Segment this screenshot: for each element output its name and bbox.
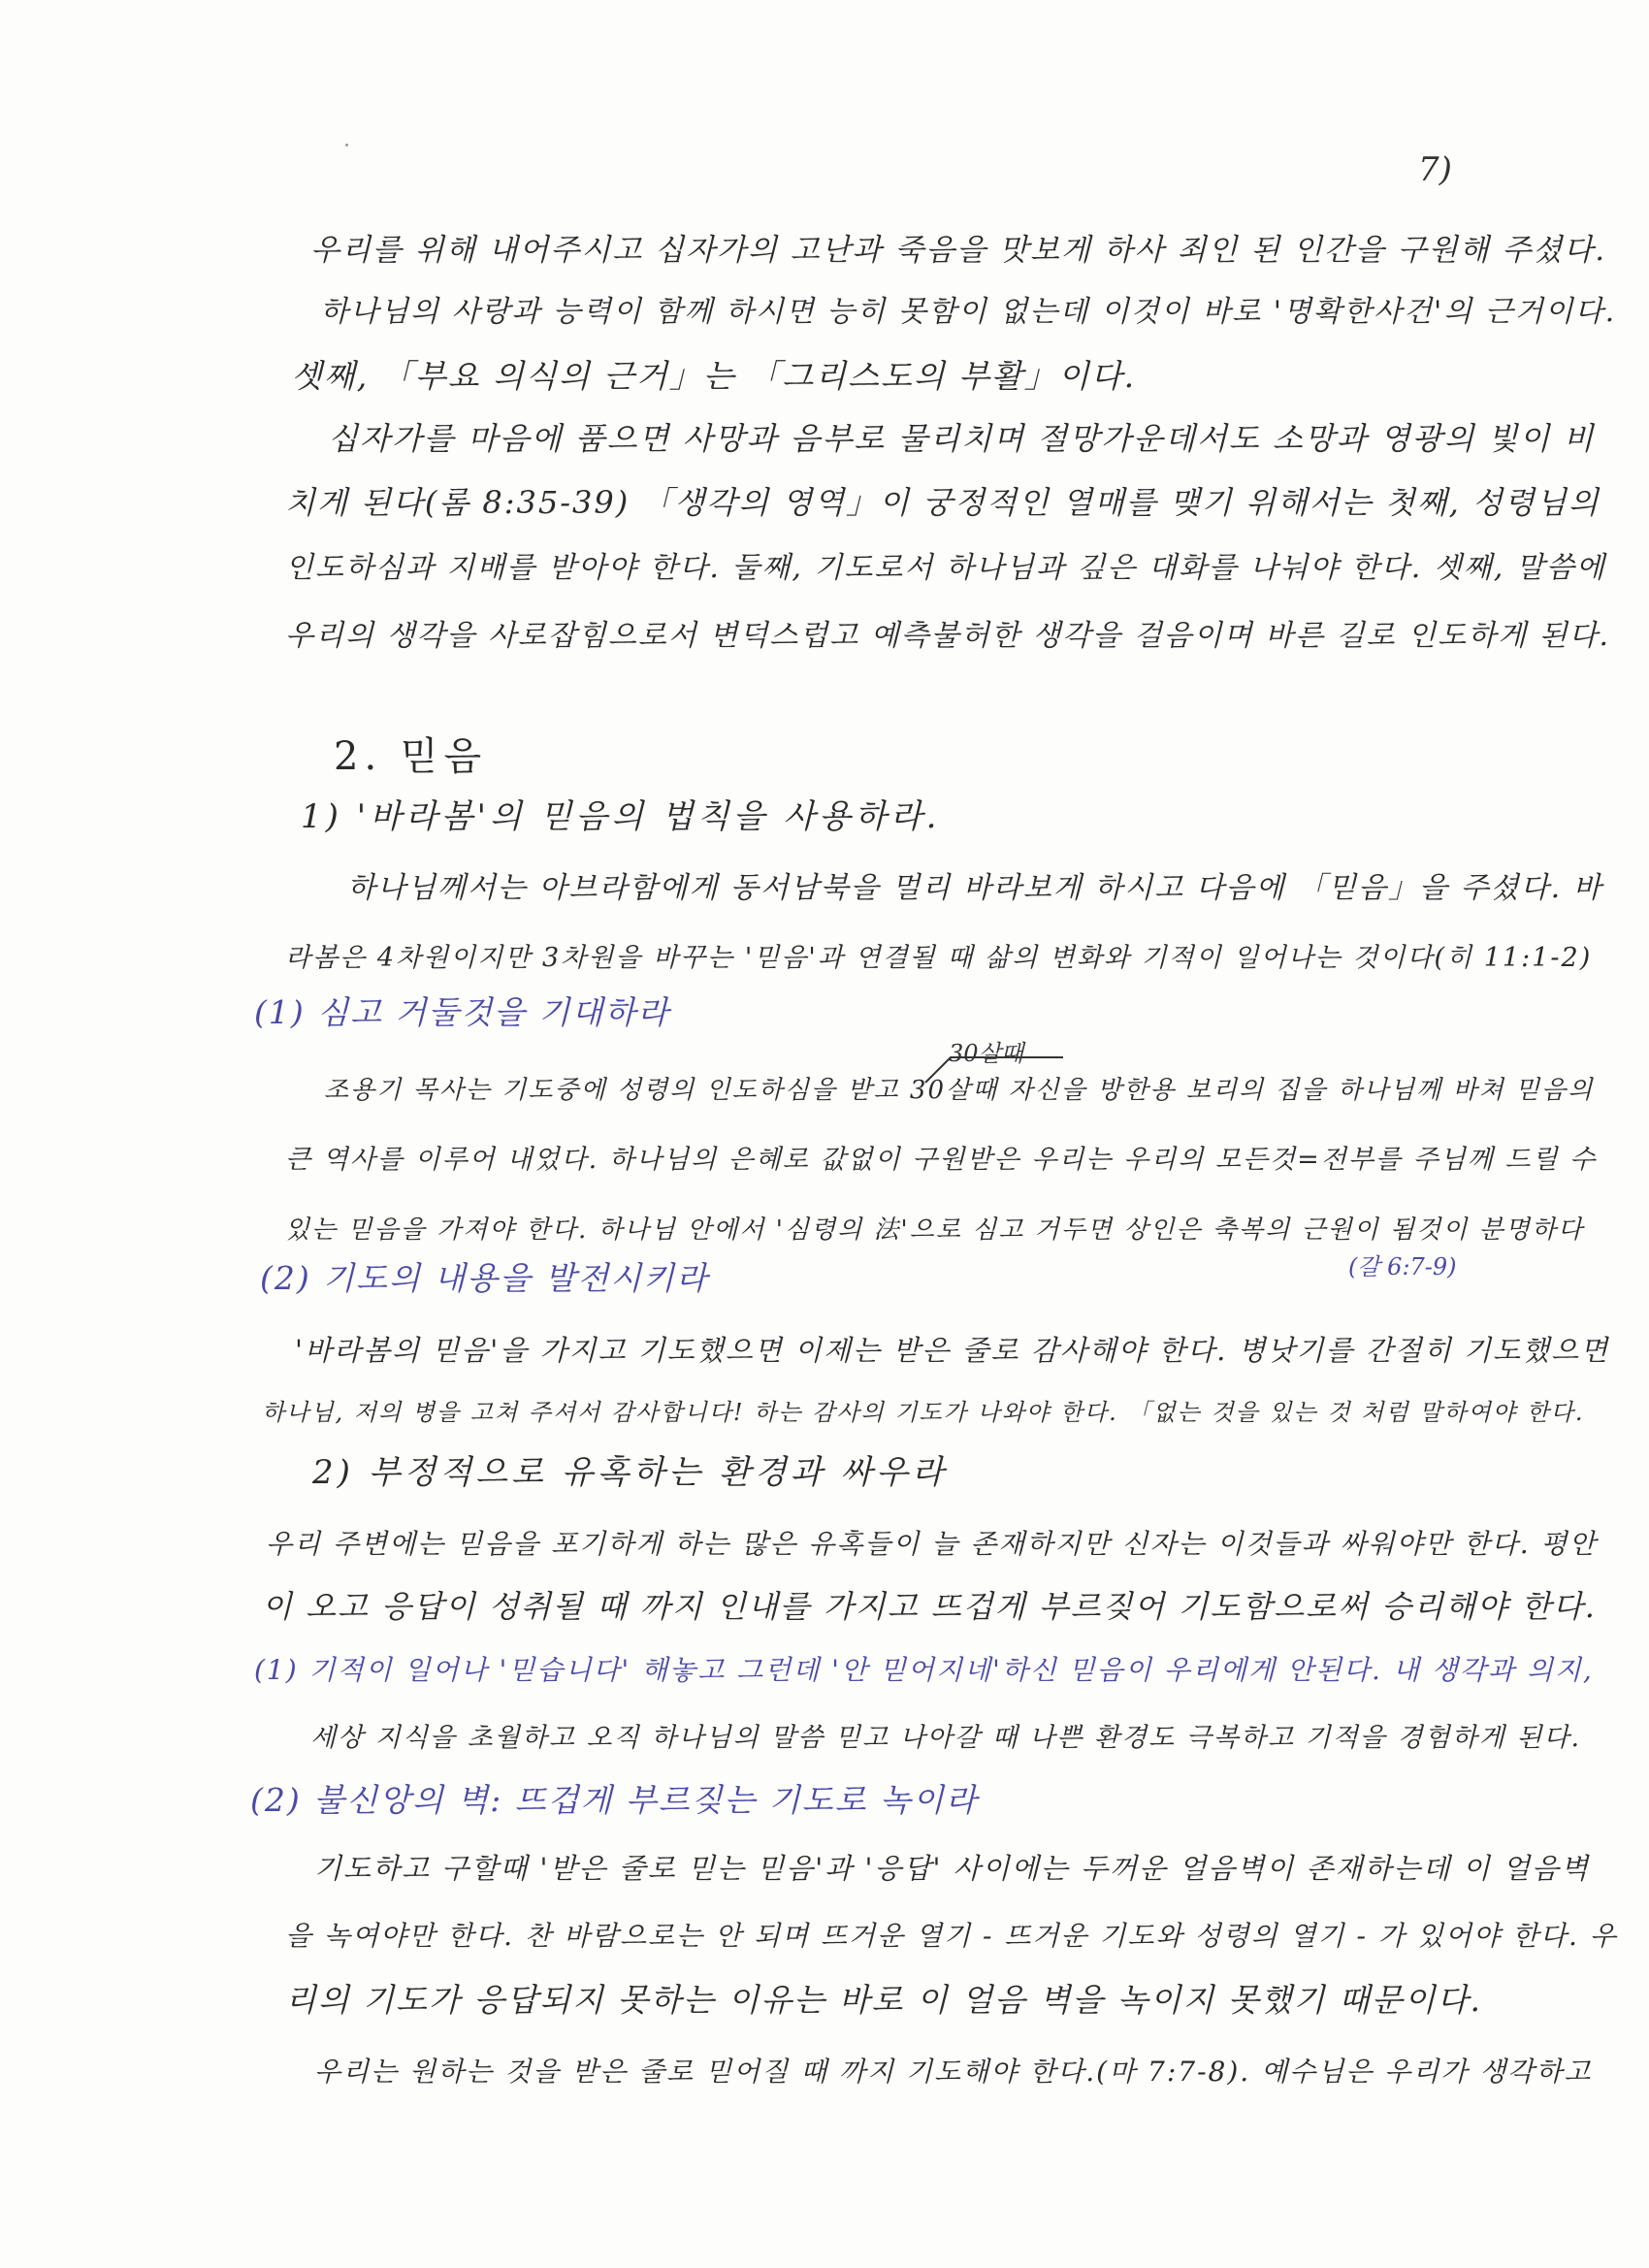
text-line-21: 우리는 원하는 것을 받은 줄로 믿어질 때 까지 기도해야 한다.(마 7:7-8). 예수님은 우리가 생각하고 — [314, 2056, 1593, 2088]
text-line-13: '바라봄의 믿음'을 가지고 기도했으면 이제는 받은 줄로 감사해야 한다. 병낫기를 간절히 기도했으면 — [295, 1334, 1610, 1367]
blue-heading-3: (2) 불신앙의 벽: 뜨겁게 부르짖는 기도로 녹이라 — [250, 1781, 979, 1819]
text-line-11: 큰 역사를 이루어 내었다. 하나님의 은혜로 값없이 구원받은 우리는 우리의 모든것=전부를 주님께 드릴 수 — [285, 1145, 1598, 1175]
text-line-15: 우리 주변에는 믿음을 포기하게 하는 많은 유혹들이 늘 존재하지만 신자는 이것들과 싸워야만 한다. 평안 — [266, 1528, 1598, 1560]
subheading-2: 2) 부정적으로 유혹하는 환경과 싸우라 — [312, 1453, 948, 1492]
text-line-7: 우리의 생각을 사로잡힘으로서 변덕스럽고 예측불허한 생각을 걸음이며 바른 길로 인도하게 된다. — [285, 619, 1611, 653]
blue-heading-2: (2) 기도의 내용을 발전시키라 — [260, 1259, 709, 1297]
text-line-12: 있는 믿음을 가져야 한다. 하나님 안에서 '심령의 法'으로 심고 거두면 상인은 축복의 근원이 됨것이 분명하다 — [285, 1215, 1585, 1245]
text-line-10: 조용기 목사는 기도중에 성령의 인도하심을 받고 30살때 자신을 방한용 보리의 집을 하나님께 바쳐 믿음의 — [324, 1076, 1595, 1105]
text-line-19: 을 녹여야만 한다. 찬 바람으로는 안 되며 뜨거운 열기 - 뜨거운 기도와 성령의 열기 - 가 있어야 한다. 우 — [285, 1920, 1618, 1952]
text-line-1: 우리를 위해 내어주시고 십자가의 고난과 죽음을 맛보게 하사 죄인 된 인간을 구원해 주셨다. — [310, 233, 1607, 268]
text-line-18: 기도하고 구할때 '받은 줄로 믿는 믿음'과 '응답' 사이에는 두꺼운 얼음벽이 존재하는데 이 얼음벽 — [314, 1852, 1591, 1885]
text-line-4: 십자가를 마음에 품으면 사망과 음부로 물리치며 절망가운데서도 소망과 영광의 빛이 비 — [328, 420, 1596, 457]
text-line-17: 세상 지식을 초월하고 오직 하나님의 말씀 믿고 나아갈 때 나쁜 환경도 극복하고 기적을 경험하게 된다. — [310, 1723, 1582, 1753]
blue-line-1: (1) 기적이 일어나 '믿습니다' 해놓고 그런데 '안 믿어지네'하신 믿음이 우리에게 안된다. 내 생각과 의지, — [254, 1654, 1594, 1686]
page-number: 7) — [1418, 150, 1452, 189]
paper-speck — [345, 144, 348, 146]
text-line-9: 라봄은 4차원이지만 3차원을 바꾸는 '믿음'과 연결될 때 삶의 변화와 기적이 일어나는 것이다(히 11:1-2) — [285, 943, 1593, 973]
blue-heading-1: (1) 심고 거둘것을 기대하라 — [254, 993, 670, 1031]
text-line-5: 치게 된다(롬 8:35-39) 「생각의 영역」이 궁정적인 열매를 맺기 위해서는 첫째, 성령님의 — [285, 484, 1600, 521]
text-line-14: 하나님, 저의 병을 고쳐 주셔서 감사합니다! 하는 감사의 기도가 나와야 한다. 「없는 것을 있는 것 처럼 말하여야 한다. — [262, 1399, 1585, 1426]
note-above-line: 30살때 — [949, 1040, 1023, 1067]
text-line-8: 하나님께서는 아브라함에게 동서남북을 멀리 바라보게 하시고 다음에 「믿음」을 주셨다. 바 — [347, 871, 1603, 905]
text-line-16: 이 오고 응답이 성취될 때 까지 인내를 가지고 뜨겁게 부르짖어 기도함으로써 승리해야 한다. — [262, 1588, 1597, 1625]
text-line-3: 셋째, 「부요 의식의 근거」는 「그리스도의 부활」이다. — [291, 357, 1137, 395]
text-line-2: 하나님의 사랑과 능력이 함께 하시면 능히 못함이 없는데 이것이 바로 '명확한사건'의 근거이다. — [320, 295, 1617, 329]
section-heading-faith: 2. 믿음 — [334, 734, 488, 779]
scripture-ref-note: (갈 6:7-9) — [1348, 1253, 1457, 1280]
subheading-1: 1) '바라봄'의 믿음의 법칙을 사용하라. — [301, 797, 941, 836]
text-line-6: 인도하심과 지배를 받아야 한다. 둘째, 기도로서 하나님과 깊은 대화를 나눠야 한다. 셋째, 말씀에 — [285, 551, 1606, 585]
text-line-20: 리의 기도가 응답되지 못하는 이유는 바로 이 얼음 벽을 녹이지 못했기 때문이다. — [285, 1981, 1482, 2019]
